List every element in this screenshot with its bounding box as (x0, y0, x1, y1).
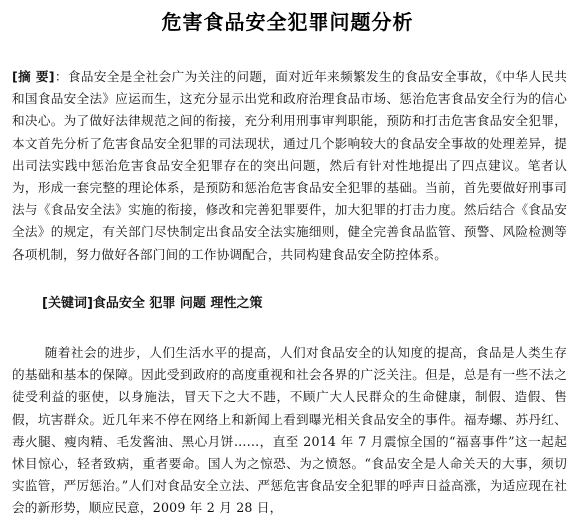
body-paragraph: 随着社会的进步，人们生活水平的提高，人们对食品安全的认知度的提高，食品是人类生存的基础和基本的保障。因此受到政府的高度重视和社会各界的广泛关注。但是，总是有一些不法之徒受利益的驱使，以身施法，冒天下之大不韪，不顾广大人民群众的生命健康，制假、造假、售假，坑害群众。近几年来不停在网络上和新闻上看到曝光相关食品安全的事件。福寿螺、苏丹红、毒火腿、瘦肉精、毛发酱油、黑心月饼……，直至 2014 年 7 月震惊全国的“福喜事件”这一起起怵目惊心，轻者致病，重者要命。国人为之惊恐、为之愤怒。“食品安全是人命关天的大事，须切实监管，严厉惩治。”人们对食品安全立法、严惩危害食品安全犯罪的呼声日益高涨，为适应现在社会的新形势，顺应民意，2009 年 2 月 28 日， (12, 345, 567, 516)
document-title: 危害食品安全犯罪问题分析 (161, 10, 414, 34)
abstract-text: ：食品安全是全社会广为关注的问题，面对近年来频繁发生的食品安全事故，《中华人民共和国食品安全法》应运而生，这充分显示出党和政府治理食品市场、惩治危害食品安全行为的信心和决心。为了做好法律规范之间的衔接，充分利用刑事审判职能，预防和打击危害食品安全犯罪，本文首先分析了危害食品安全犯罪的司法现状，通过几个影响较大的食品安全事故的处理差异，提出司法实践中惩治危害食品安全犯罪存在的突出问题，然后有针对性地提出了四点建议。笔者认为，形成一套完整的理论体系，是预防和惩治危害食品安全犯罪的基础。当前，首先要做好刑事司法与《食品安全法》实施的衔接，修改和完善犯罪要件，加大犯罪的打击力度。然后结合《食品安全法》的规定，有关部门尽快制定出食品安全法实施细则，健全完善食品监管、预警、风险检测等各项机制，努力做好各部门间的工作协调配合，共同构建食品安全防控体系。 (12, 69, 567, 262)
abstract-paragraph (12, 66, 567, 266)
abstract-label: [摘 要] (12, 69, 55, 84)
keywords-line: [关键词]食品安全 犯罪 问题 理性之策 (42, 296, 263, 311)
